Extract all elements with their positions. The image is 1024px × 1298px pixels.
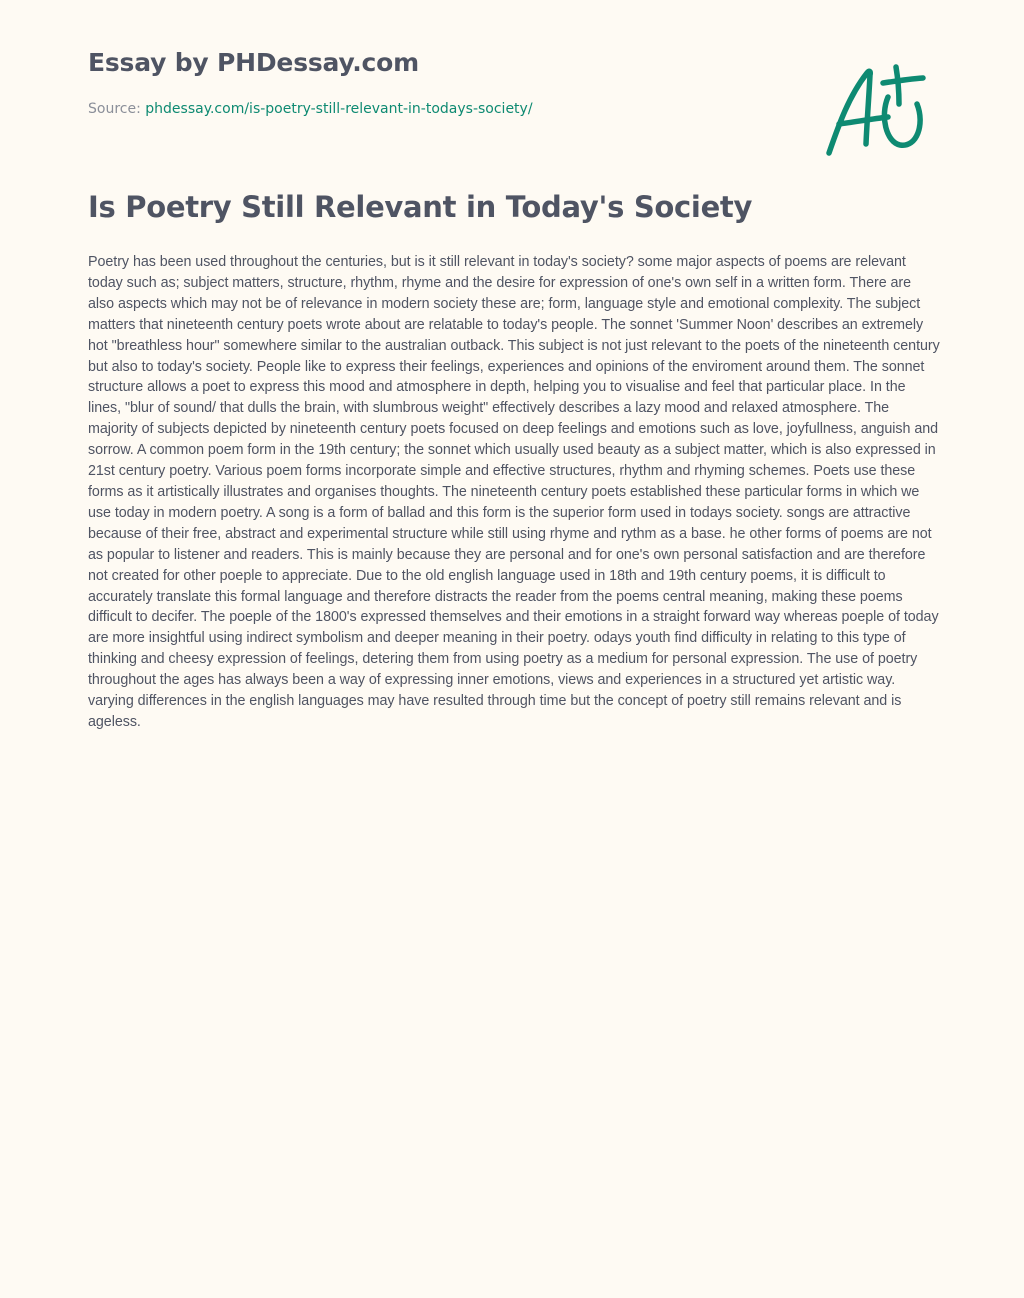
essay-body-text: Poetry has been used throughout the centuries, but is it still relevant in today's society? some major aspects of poems are relevant today such as; subject matters, structure, rhythm, rhyme and the desire for expression of one's own self in a written form. There are also aspects which may not be of relevance in modern society these are; form, language style and emotional complexity. The subject matters that nineteenth century poets wrote about are relatable to today's people. The sonnet 'Summer Noon' describes an extremely hot "breathless hour" somewhere similar to the australian outback. This subject is not just relevant to the poets of the nineteenth century but also to today's society. People like to express their feelings, experiences and opinions of the enviroment around them. The sonnet structure allows a poet to express this mood and atmosphere in depth, helping you to visualise and feel that particular place. In the lines, "blur of sound/ that dulls the brain, with slumbrous weight" effectively describes a lazy mood and relaxed atmosphere. The majority of subjects depicted by nineteenth century poets focused on deep feelings and emotions such as love, joyfullness, anguish and sorrow. A common poem form in the 19th century; the sonnet which usually used beauty as a subject matter, which is also expressed in 21st century poetry. Various poem forms incorporate simple and effective structures, rhythm and rhyming schemes. Poets use these forms as it artistically illustrates and organises thoughts. The nineteenth century poets established these particular forms in which we use today in modern poetry. A song is a form of ballad and this form is the superior form used in todays society. songs are attractive because of their free, abstract and experimental structure while still using rhyme and rythm as a base. he other forms of poems are not as popular to listener and readers. This is mainly because they are personal and for one's own personal satisfaction and are therefore not created for other poeple to appreciate. Due to the old english language used in 18th and 19th century poems, it is difficult to accurately translate this formal language and therefore distracts the reader from the poems central meaning, making these poems difficult to decifer. The poeple of the 1800's expressed themselves and their emotions in a straight forward way whereas poeple of today are more insightful using indirect symbolism and deeper meaning in their poetry. odays youth find difficulty in relating to this type of thinking and cheesy expression of feelings, detering them from using poetry as a medium for personal expression. The use of poetry throughout the ages has always been a way of expressing inner emotions, views and experiences in a structured yet artistic way. varying differences in the english languages may have resulted through time but the concept of poetry still remains relevant and is ageless. (88, 254, 940, 730)
logo-letter-a-left-stroke (829, 71, 870, 153)
logo-plus-horizontal (883, 78, 923, 83)
logo-plus-vertical (896, 67, 899, 104)
essay-title: Is Poetry Still Relevant in Today's Society (88, 190, 753, 224)
source-link[interactable]: phdessay.com/is-poetry-still-relevant-in-todays-society/ (145, 101, 533, 117)
site-brand-title: Essay by PHDessay.com (88, 48, 419, 77)
source-label: Source: (88, 101, 146, 117)
logo-letter-a-crossbar (839, 117, 888, 124)
logo-flourish-loop (884, 97, 920, 145)
a-plus-grade-icon (822, 64, 932, 160)
source-line (88, 101, 533, 117)
